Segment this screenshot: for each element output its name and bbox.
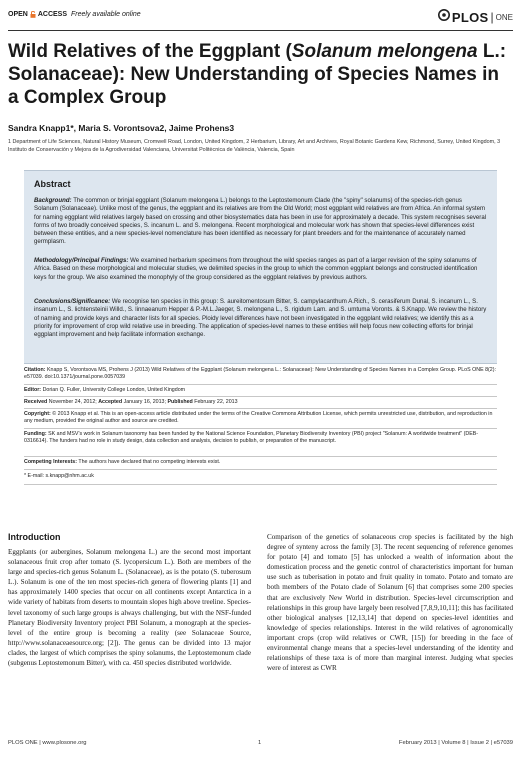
meta-divider [24,384,497,385]
page-number: 1 [258,740,262,746]
editor [24,387,497,394]
dates [24,399,497,406]
meta-divider [24,484,497,485]
meta-divider [24,408,497,409]
abstract-box [24,170,497,364]
copyright-label: Copyright: [24,411,51,417]
accepted-label: Accepted [98,399,123,405]
header-rule [8,30,513,31]
meta-divider [24,396,497,397]
accepted-date: January 16, 2013; [123,399,166,405]
citation-text: Knapp S, Vorontsova MS, Prohens J (2013) Wild Relatives of the Eggplant (Solanum melongena L.: Solanaceae): New Understanding of Species Names in a Complex Group. PLoS ONE 8(2): e57039. doi:10.1371/journal.pone.0057039 [24,367,496,381]
funding-text: SK and MSV's work in Solanum taxonomy has been funded by the National Science Foundation, Planetary Biodiversity Inventory (PBI) project "Solanum: A worldwide treatment" (DEB-0316614). The funders had no role in study design, data collection and analysis, decision to publish, or preparation of the manuscript. [24,431,479,445]
meta-divider [24,428,497,429]
article-title [8,40,511,109]
copyright [24,411,497,426]
oa-open-label: OPEN [8,11,28,18]
background-label: Background: [34,197,72,204]
methods-label: Methodology/Principal Findings: [34,257,129,264]
funding-label: Funding: [24,431,47,437]
published-label: Published [167,399,193,405]
competing-text: The authors have declared that no competing interests exist. [78,459,221,465]
one-wordmark: ONE [495,12,513,22]
editor-text: Dorian Q. Fuller, University College London, United Kingdom [42,387,186,393]
corresponding-email[interactable]: * E-mail: s.knapp@nhm.ac.uk [24,473,94,479]
abstract-methods [34,257,487,282]
citation [24,367,497,382]
body-column-left: Eggplants (or aubergines, Solanum melongena L.) are the second most important solanaceous fruit crop after tomato (S. lycopersicum L.). Both are members of the large and species-rich genus Solanum L. (Solanaceae), as is the potato (S. tuberosum L.). Solanum is one of the ten most species-rich genera of flowering plants [1] and has approximately 1400 species that occur on all continents except Antarctica in a wide variety of habitats from deserts to mountain slopes high above treeline. Species-level taxonomy of such large groups is always challenging, but with the NSF-funded Planetary Biodiversity Inventory project PBI Solanum, a monograph at the species-level of the entire group is becoming a reality (see Solanaceae Source, http://www.solanaceaesource.org; [2]). The genus can be divided into 13 major clades, the largest of which comprises the spiny solanums, the Leptostemonum clade (subgenus Leptostemonum Bitter), with ca. 450 species distributed worldwide. [8,548,251,668]
author-list: Sandra Knapp1*, Maria S. Vorontsova2, Jaime Prohens3 [8,123,235,133]
abstract-conclusions [34,298,487,339]
oa-access-label: ACCESS [37,11,68,18]
received-label: Received [24,399,48,405]
conclusions-label: Conclusions/Significance: [34,298,111,305]
plos-wordmark: PLOS [451,9,489,25]
plos-one-logo [438,8,513,26]
abstract-heading: Abstract [34,179,71,189]
open-access-badge [8,11,141,18]
competing-label: Competing Interests: [24,459,77,465]
editor-label: Editor: [24,387,42,393]
meta-divider [24,469,497,470]
journal-header [8,8,513,30]
copyright-text: © 2013 Knapp et al. This is an open-access article distributed under the terms of the Creative Commons Attribution License, which permits unrestricted use, distribution, and reproduction in any medium, provided the original author and source are credited. [24,411,493,425]
plos-globe-icon [438,8,450,26]
meta-divider [24,456,497,457]
footer-issue: February 2013 | Volume 8 | Issue 2 | e57039 [398,740,513,746]
body-column-right: Comparison of the genetics of solanaceous crop species is facilitated by the high degree of synteny across the family [3]. The recent sequencing of reference genomes for potato [4] and tomato [5] has unlocked a wealth of information about the domestication process and the genetic control of characteristics important for human use such as tuberisation in potato and fruit quality in tomato. Potato and tomato are both members of the Potato clade of Solanum [6] that comprises some 200 species that are exclusively New World in distribution. Species-level circumscription and relationships in this group have largely been resolved [7,8,9,10,11]; this has facilitated other biological analyses [12,13,14] that depend on species-level identities and knowledge of species relationships. Interest in the wild relatives of agronomically important crops (crop wild relatives or CWR, [15]) for breeding in the face of environmental change means that a species-level understanding of the identity and relationships of these taxa is of more than marginal interest. Judging what species were of interest as CWR [267,533,513,673]
background-text: The common or brinjal eggplant (Solanum melongena L.) belongs to the Leptostemonum Clade (the "spiny" solanums) of the species-rich genus Solanum (Solanaceae). Unlike most of the genus, the eggplant and its relatives are from the Old World; most eggplant wild relatives are from Africa. An informal system for naming eggplant wild relatives largely based on crossing and other biosystematics data has been in use for approximately a decade. This system recognises several forms of two broadly conceived species, S. incanum L. and S. melongena. Recent morphological and molecular work has shown that species-level differences exist between these entities, and a new species-level nomenclature has been identified as necessary for plant breeders and for the maintenance of accurately named germplasm. [34,197,487,246]
published-date: February 22, 2013 [194,399,238,405]
title-italic-name: Solanum melongena [291,41,478,62]
logo-divider: | [490,10,494,24]
abstract-background [34,197,487,247]
conclusions-text: We recognise ten species in this group: S. aureitomentosum Bitter, S. campylacanthum A.Rich., S. cerasiferum Dunal, S. incanum L., S. insanum L., S. lichtensteinii Willd., S. linnaeanum Hepper & P.-M.L.Jaeger, S. melongena L., S. rigidum Lam. and S. umtuma Voronts. & S.Knapp. We review the history of naming and provide keys and character lists for all species. Ploidy level differences have not been investigated in the eggplant wild relatives; we identify this as a priority for improvement of crop wild relative use in breeding. The application of species-level names to these entities will help focus new collecting efforts for brinjal eggplant improvement and help facilitate information exchange. [34,298,487,339]
footer-journal: PLOS ONE | www.plosone.org [8,740,87,746]
affiliations: 1 Department of Life Sciences, Natural History Museum, Cromwell Road, London, United Kingdom, 2 Herbarium, Library, Art and Archives, Royal Botanic Gardens Kew, Richmond, Surrey, United Kingdom, 3 Instituto de Conservación y Mejora de la Agrodiversidad Valenciana, Universitat Politècnica de València, Valencia, Spain [8,139,501,153]
introduction-heading: Introduction [8,532,61,542]
open-lock-icon [30,11,36,18]
citation-label: Citation: [24,367,46,373]
title-part-1: Wild Relatives of the Eggplant ( [8,41,292,62]
received-date: November 24, 2012; [48,399,97,405]
methods-text: We examined herbarium specimens from throughout the wild species ranges as part of a larger revision of the spiny solanums of Africa. Based on these morphological and molecular studies, we delimited species in the group to which the common eggplant belongs and constructed identification keys for the group. We also examined the monophyly of the group considered as the eggplant relatives by previous authors. [34,257,478,281]
title-part-2: L.: Solanaceae): New Understanding of Species Names in a Complex Group [8,41,507,108]
competing-interests [24,459,497,466]
oa-free-label: Freely available online [71,11,141,18]
funding [24,431,497,446]
